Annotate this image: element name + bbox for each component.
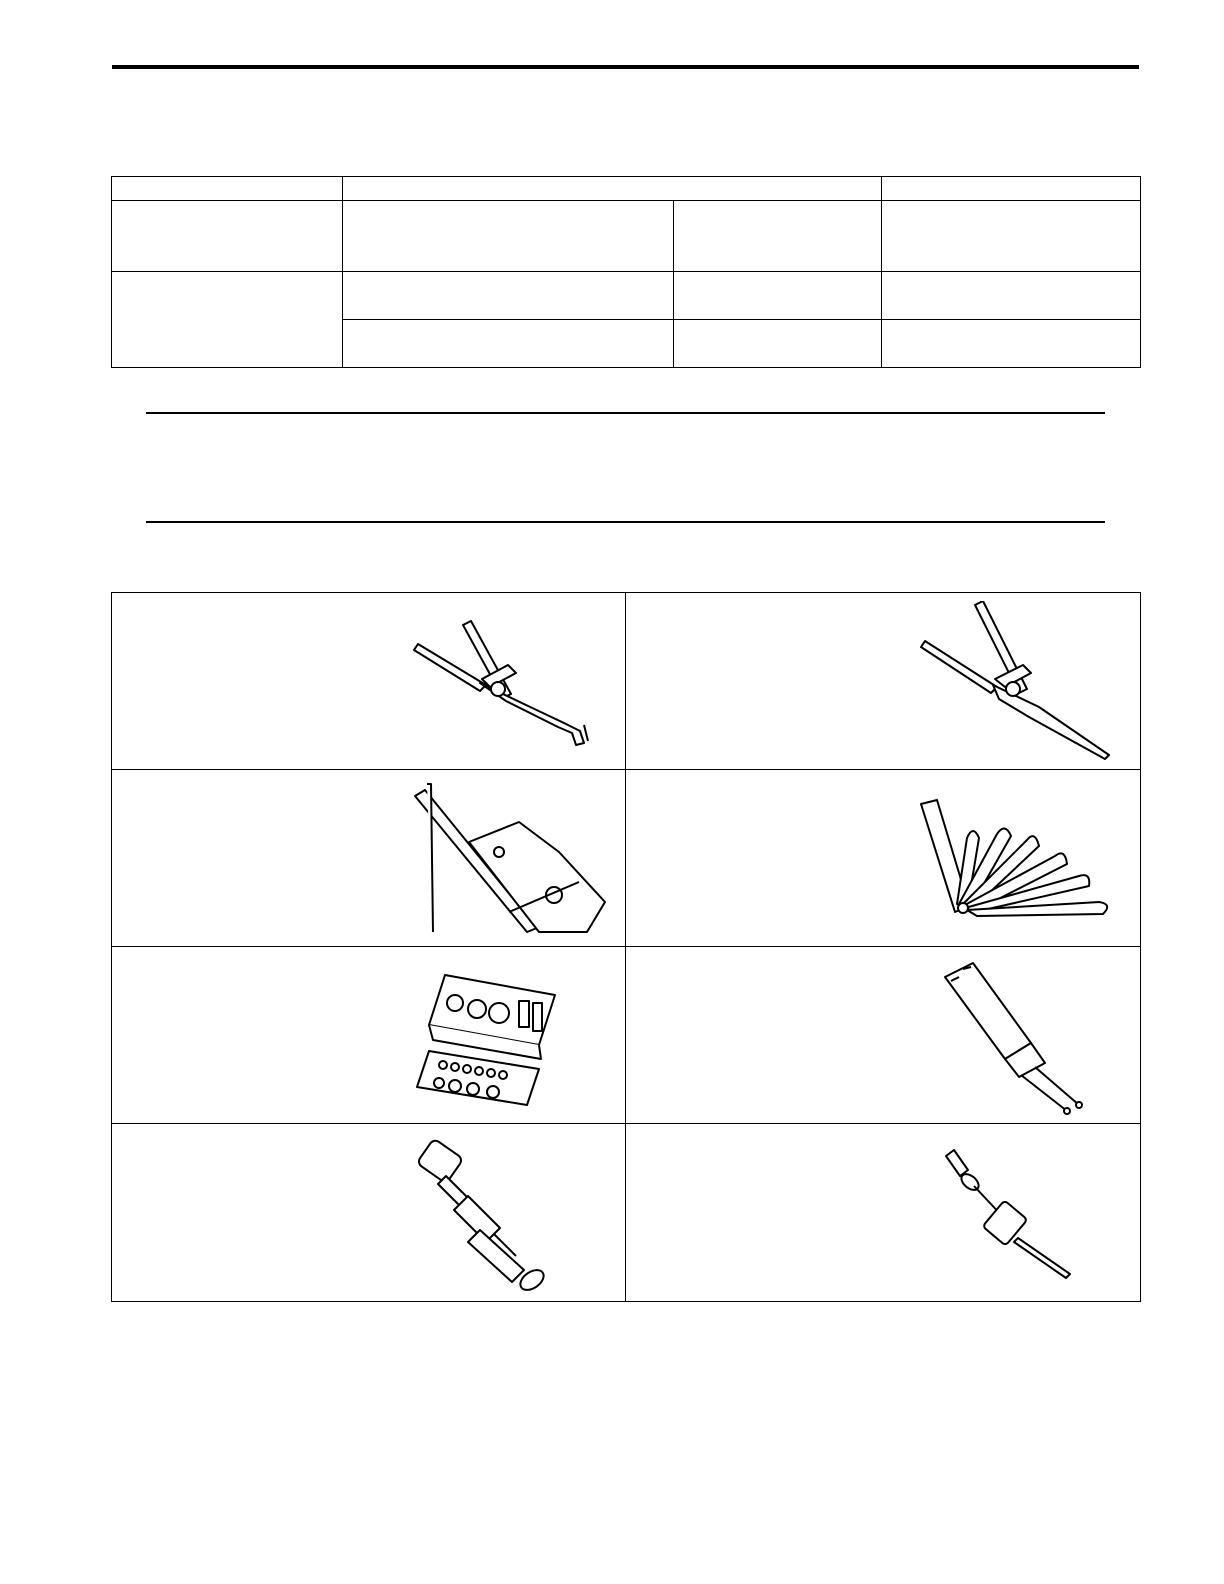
tool-cell (626, 593, 1141, 770)
tool-cell (112, 947, 626, 1124)
tool-cell (626, 770, 1141, 947)
table-header-row (112, 177, 1141, 201)
table-cell (674, 201, 882, 272)
spec-table (111, 176, 1141, 368)
table-row (112, 201, 1141, 272)
top-rule (112, 65, 1139, 69)
sliding-hammer-icon (942, 1146, 1082, 1280)
header-cell (112, 177, 343, 201)
table-cell (343, 201, 674, 272)
valve-tool-icon (939, 959, 1101, 1119)
table-row (112, 947, 1141, 1124)
table-row (112, 1124, 1141, 1302)
tool-cell (112, 770, 626, 947)
table-cell (674, 320, 882, 368)
tool-cell (112, 1124, 626, 1302)
table-cell (882, 320, 1141, 368)
tool-cell (112, 593, 626, 770)
socket-set-case-icon (415, 965, 585, 1110)
table-cell (112, 272, 343, 368)
feeler-gauge-icon (917, 798, 1113, 920)
special-tools-grid (111, 592, 1141, 1302)
table-cell (882, 272, 1141, 320)
table-cell (343, 320, 674, 368)
note-top-rule (146, 412, 1105, 414)
table-cell (343, 272, 674, 320)
vernier-caliper-icon (409, 782, 609, 937)
table-cell (112, 201, 343, 272)
snap-ring-pliers-straight-tip-icon (919, 601, 1116, 761)
table-row (112, 593, 1141, 770)
bearing-puller-icon (416, 1136, 576, 1294)
table-cell (674, 272, 882, 320)
tool-cell (626, 947, 1141, 1124)
snap-ring-pliers-bent-tip-icon (408, 613, 603, 748)
tool-cell (626, 1124, 1141, 1302)
table-cell (882, 201, 1141, 272)
table-row (112, 272, 1141, 320)
table-row (112, 770, 1141, 947)
note-bottom-rule (146, 521, 1105, 523)
header-cell (882, 177, 1141, 201)
header-cell (343, 177, 882, 201)
